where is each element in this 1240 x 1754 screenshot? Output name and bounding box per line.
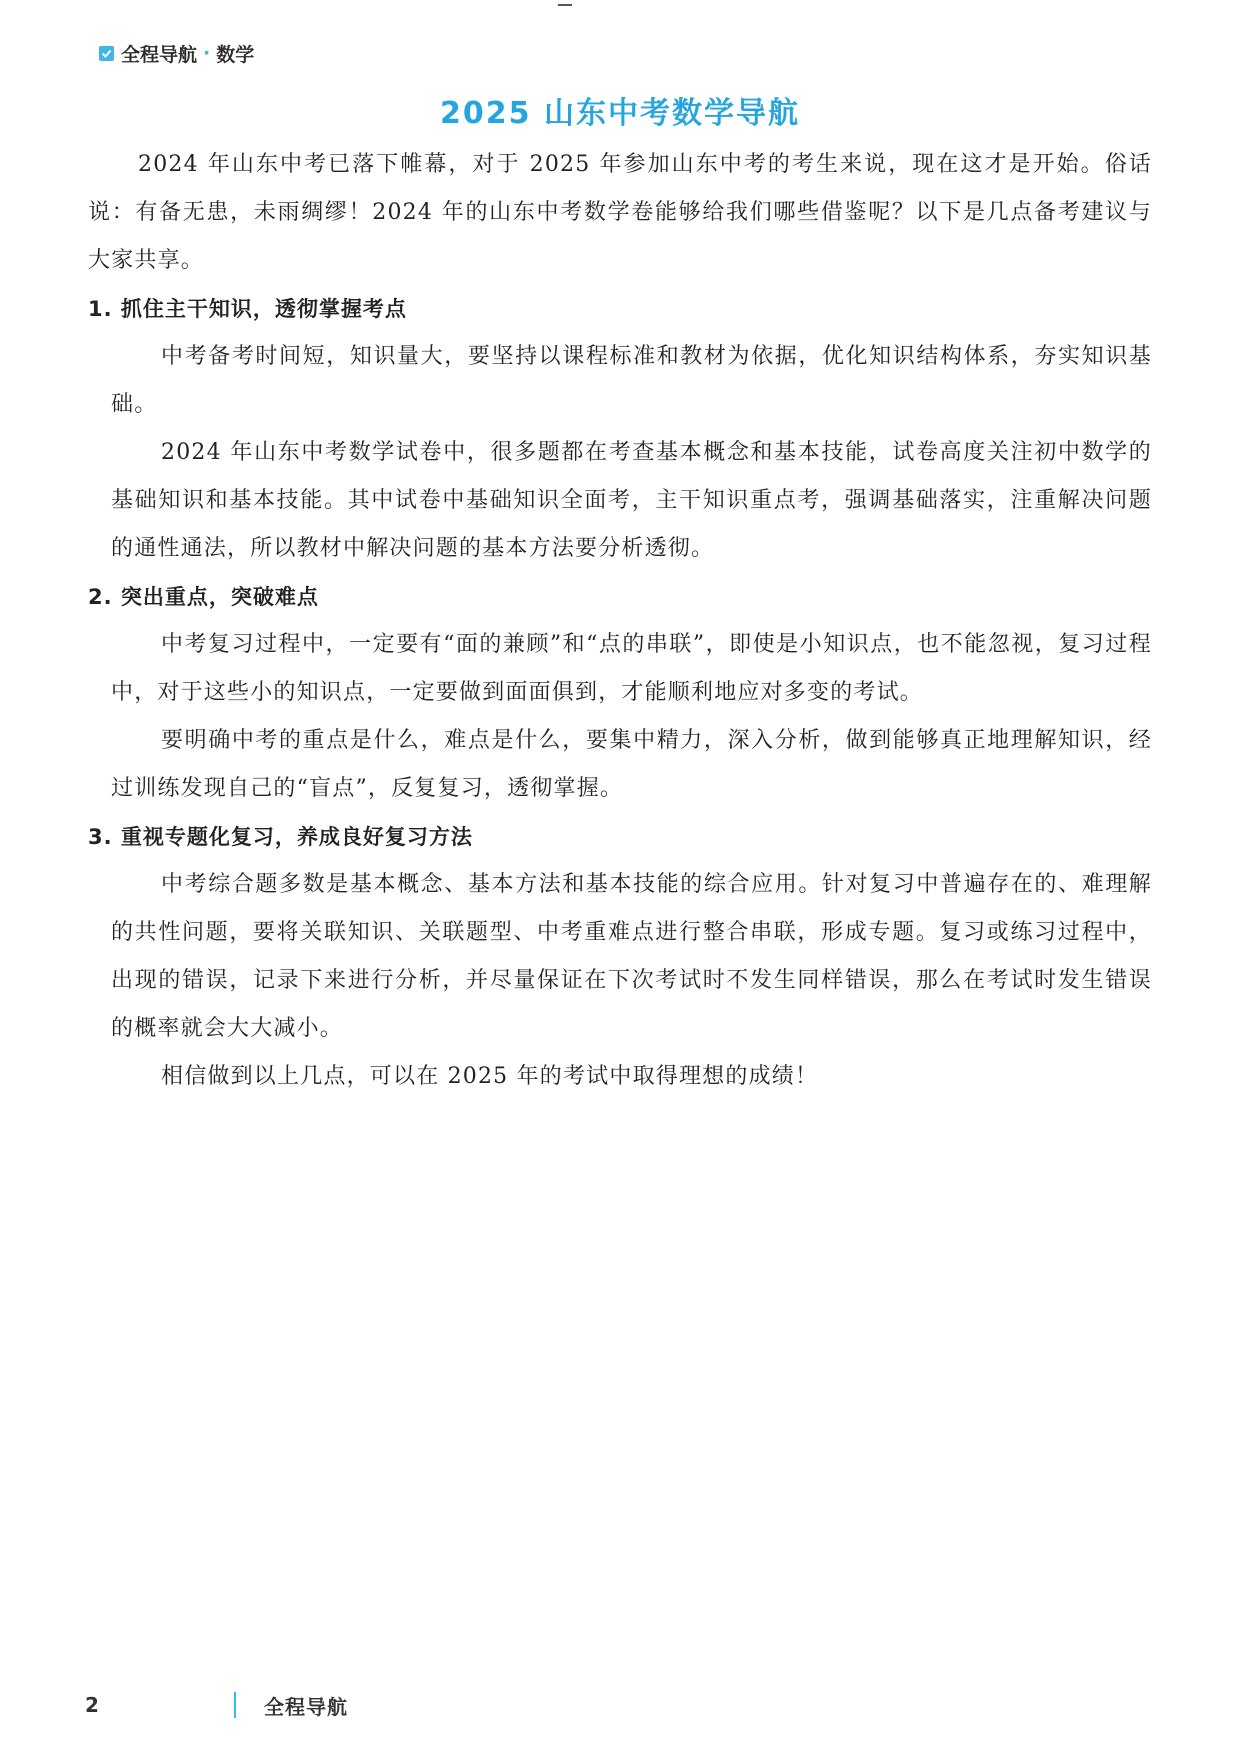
section-paragraph: 相信做到以上几点，可以在 2025 年的考试中取得理想的成绩！ xyxy=(161,1064,819,1089)
section-2 xyxy=(88,573,1152,813)
section-paragraph: 中考复习过程中，一定要有“面的兼顾”和“点的串联”，即使是小知识点，也不能忽视，复习过程中，对于这些小的知识点，一定要做到面面俱到，才能顺利地应对多变的考试。 xyxy=(111,632,1152,705)
section-3 xyxy=(88,813,1152,1101)
running-header xyxy=(99,41,254,65)
section-heading: 1. 抓住主干知识，透彻掌握考点 xyxy=(88,297,407,321)
section-paragraph: 2024 年山东中考数学试卷中，很多题都在考查基本概念和基本技能，试卷高度关注初中数学的基础知识和基本技能。其中试卷中基础知识全面考，主干知识重点考，强调基础落实，注重解决问题的通性通法，所以教材中解决问题的基本方法要分析透彻。 xyxy=(111,440,1152,561)
article-body xyxy=(88,141,1152,1101)
section-paragraph: 要明确中考的重点是什么，难点是什么，要集中精力，深入分析，做到能够真正地理解知识，经过训练发现自己的“盲点”，反复复习，透彻掌握。 xyxy=(111,728,1152,801)
footer-divider xyxy=(234,1692,236,1718)
page-title: 2025 山东中考数学导航 xyxy=(440,96,800,131)
section-1 xyxy=(88,285,1152,573)
check-icon xyxy=(99,46,114,61)
header-subject: 数学 xyxy=(216,43,255,66)
section-paragraph: 中考综合题多数是基本概念、基本方法和基本技能的综合应用。针对复习中普遍存在的、难理解的共性问题，要将关联知识、关联题型、中考重难点进行整合串联，形成专题。复习或练习过程中，出现的错误，记录下来进行分析，并尽量保证在下次考试时不发生同样错误，那么在考试时发生错误的概率就会大大减小。 xyxy=(111,872,1152,1041)
top-edge-mark xyxy=(558,4,572,6)
footer-label: 全程导航 xyxy=(264,1694,348,1719)
intro-paragraph: 2024 年山东中考已落下帷幕，对于 2025 年参加山东中考的考生来说，现在这才是开始。俗话说：有备无患，未雨绸缪！2024 年的山东中考数学卷能够给我们哪些借鉴呢？以下是几点备考建议与大家共享。 xyxy=(88,152,1152,273)
page-footer xyxy=(85,1690,348,1720)
section-heading: 3. 重视专题化复习，养成良好复习方法 xyxy=(88,825,473,849)
section-heading: 2. 突出重点，突破难点 xyxy=(88,585,319,609)
page-number: 2 xyxy=(85,1693,99,1717)
section-paragraph: 中考备考时间短，知识量大，要坚持以课程标准和教材为依据，优化知识结构体系，夯实知识基础。 xyxy=(111,344,1152,417)
header-separator: · xyxy=(203,42,211,64)
header-section: 全程导航 xyxy=(121,43,198,66)
